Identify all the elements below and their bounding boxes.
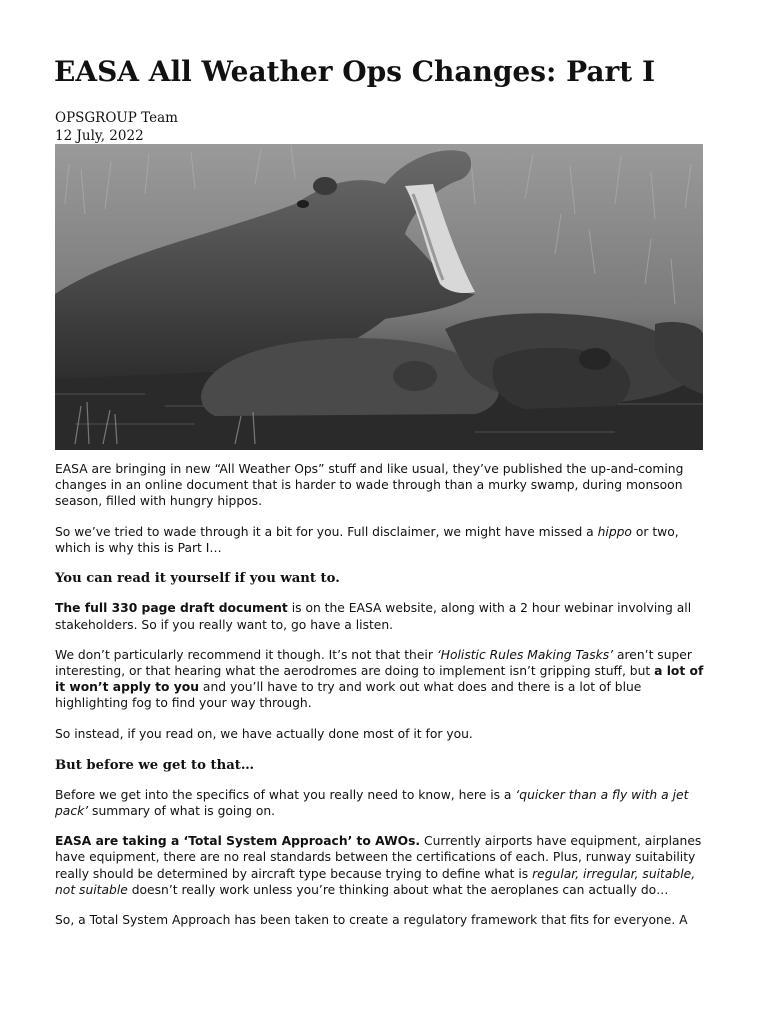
section-heading: But before we get to that… bbox=[55, 757, 255, 773]
text-run: So we’ve tried to wade through it a bit for you. Full disclaimer, we might have missed a bbox=[55, 524, 598, 539]
emphasis-text: hippo bbox=[597, 524, 632, 539]
paragraph bbox=[55, 833, 717, 897]
article-author: OPSGROUP Team bbox=[55, 110, 178, 126]
paragraph bbox=[55, 600, 717, 632]
text-run: is on the EASA website, along with a 2 hour webinar involving all stakeholders. So if you really want to, go have a listen. bbox=[55, 601, 692, 632]
paragraph: EASA are bringing in new “All Weather Ops” stuff and like usual, they’ve published the up-and-coming changes in an online document that is harder to wade through than a murky swamp, during monsoon season, filled with hungry hippos. bbox=[55, 462, 684, 509]
text-run: or two, which is why this is Part I… bbox=[55, 524, 679, 555]
paragraph bbox=[55, 647, 717, 711]
hero-image bbox=[55, 144, 703, 450]
text-run: aren’t super interesting, or that hearing what the aerodromes are doing to implement isn’t gripping stuff, but bbox=[55, 648, 692, 679]
article-title: EASA All Weather Ops Changes: Part I bbox=[54, 55, 656, 88]
section-heading: You can read it yourself if you want to. bbox=[55, 571, 340, 587]
article-date: 12 July, 2022 bbox=[55, 128, 144, 144]
text-run: doesn’t really work unless you’re thinking about what the aeroplanes can actually do… bbox=[127, 882, 669, 897]
emphasis-text: ‘quicker than a fly with a jet pack’ bbox=[55, 787, 689, 818]
paragraph bbox=[55, 524, 717, 556]
emphasis-text: ‘Holistic Rules Making Tasks’ bbox=[436, 648, 614, 663]
text-run: Currently airports have equipment, airplanes have equipment, there are no real standards between the certifications of each. Plus, runway suitability really should be determined by aircraft type because trying to define what is bbox=[55, 834, 702, 881]
paragraph: So, a Total System Approach has been taken to create a regulatory framework that fits for everyone. A bbox=[55, 913, 688, 928]
text-run: We don’t particularly recommend it though. It’s not that their bbox=[55, 648, 437, 663]
text-run: and you’ll have to try and work out what does and there is a lot of blue highlighting fog to find your way through. bbox=[55, 680, 642, 711]
text-run: Before we get into the specifics of what you really need to know, here is a bbox=[55, 787, 516, 802]
strong-text: EASA are taking a ‘Total System Approach’ to AWOs. bbox=[55, 834, 421, 849]
article-meta bbox=[55, 109, 178, 145]
strong-text: a lot of it won’t apply to you bbox=[55, 664, 704, 695]
paragraph bbox=[55, 787, 717, 819]
paragraph: So instead, if you read on, we have actually done most of it for you. bbox=[55, 727, 473, 742]
hippo-photo-icon bbox=[55, 144, 703, 450]
article-body bbox=[55, 461, 717, 943]
emphasis-text: regular, irregular, suitable, not suitable bbox=[55, 866, 696, 897]
strong-text: The full 330 page draft document bbox=[55, 601, 288, 616]
text-run: summary of what is going on. bbox=[88, 803, 276, 818]
